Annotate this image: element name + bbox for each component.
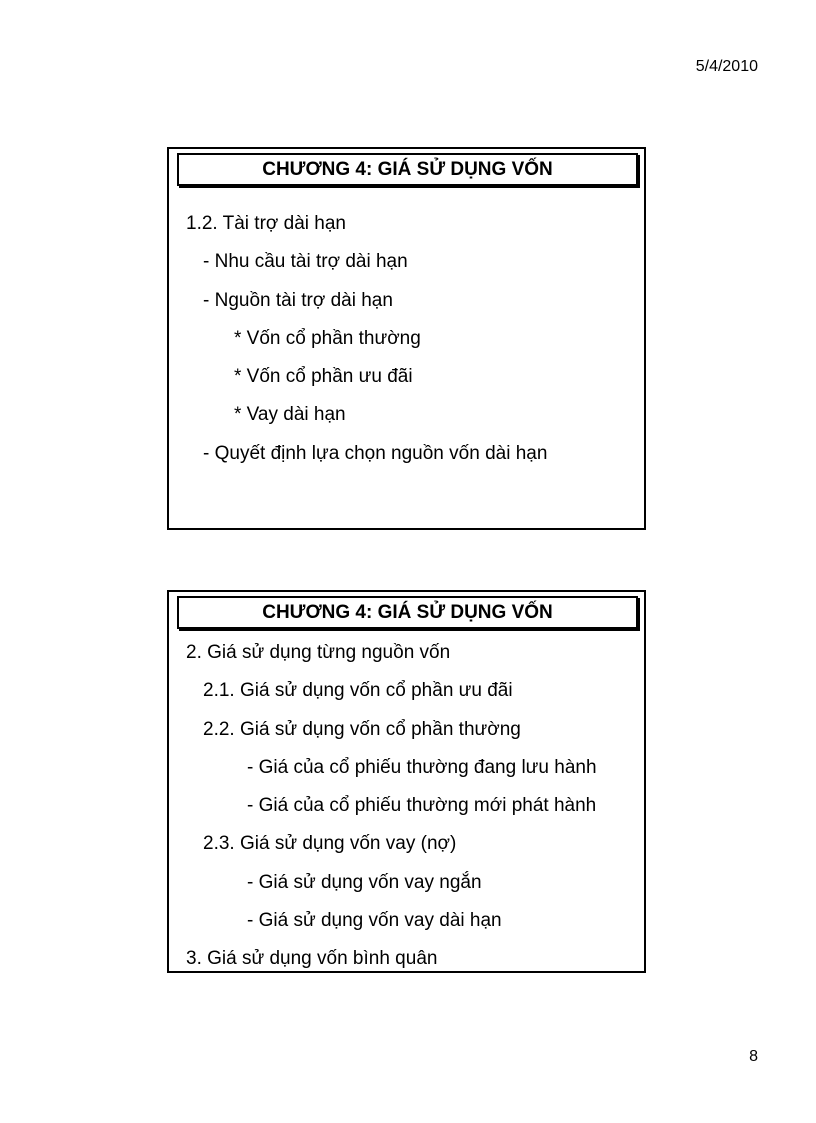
slide-1 bbox=[167, 147, 646, 530]
bullet-line: - Nguồn tài trợ dài hạn bbox=[203, 289, 393, 311]
heading-line: 2. Giá sử dụng từng nguồn vốn bbox=[186, 642, 451, 663]
bullet-line: - Quyết định lựa chọn nguồn vốn dài hạn bbox=[203, 442, 548, 464]
slide-2 bbox=[167, 590, 646, 973]
sub-bullet-line: * Vay dài hạn bbox=[234, 404, 346, 426]
page-number: 8 bbox=[749, 1048, 758, 1065]
slide-content bbox=[186, 634, 636, 979]
bullet-line: - Giá của cổ phiếu thường đang lưu hành bbox=[247, 756, 597, 778]
sub-bullet-line: * Vốn cổ phần ưu đãi bbox=[234, 366, 413, 388]
subheading-line: 2.2. Giá sử dụng vốn cổ phần thường bbox=[203, 718, 521, 740]
slide-title: CHƯƠNG 4: GIÁ SỬ DỤNG VỐN bbox=[177, 596, 638, 629]
sub-bullet-line: * Vốn cổ phần thường bbox=[234, 327, 421, 349]
page-date: 5/4/2010 bbox=[695, 58, 758, 75]
slide-content bbox=[186, 205, 636, 473]
subheading-line: 2.1. Giá sử dụng vốn cổ phần ưu đãi bbox=[203, 680, 513, 702]
heading-line: 1.2. Tài trợ dài hạn bbox=[186, 213, 346, 234]
slide-title: CHƯƠNG 4: GIÁ SỬ DỤNG VỐN bbox=[177, 153, 638, 186]
subheading-line: 2.3. Giá sử dụng vốn vay (nợ) bbox=[203, 833, 457, 855]
bullet-line: - Giá sử dụng vốn vay dài hạn bbox=[247, 910, 502, 932]
heading-line: 3. Giá sử dụng vốn bình quân bbox=[186, 948, 438, 970]
bullet-line: - Giá sử dụng vốn vay ngắn bbox=[247, 871, 482, 893]
bullet-line: - Giá của cổ phiếu thường mới phát hành bbox=[247, 795, 597, 817]
bullet-line: - Nhu cầu tài trợ dài hạn bbox=[203, 251, 408, 273]
